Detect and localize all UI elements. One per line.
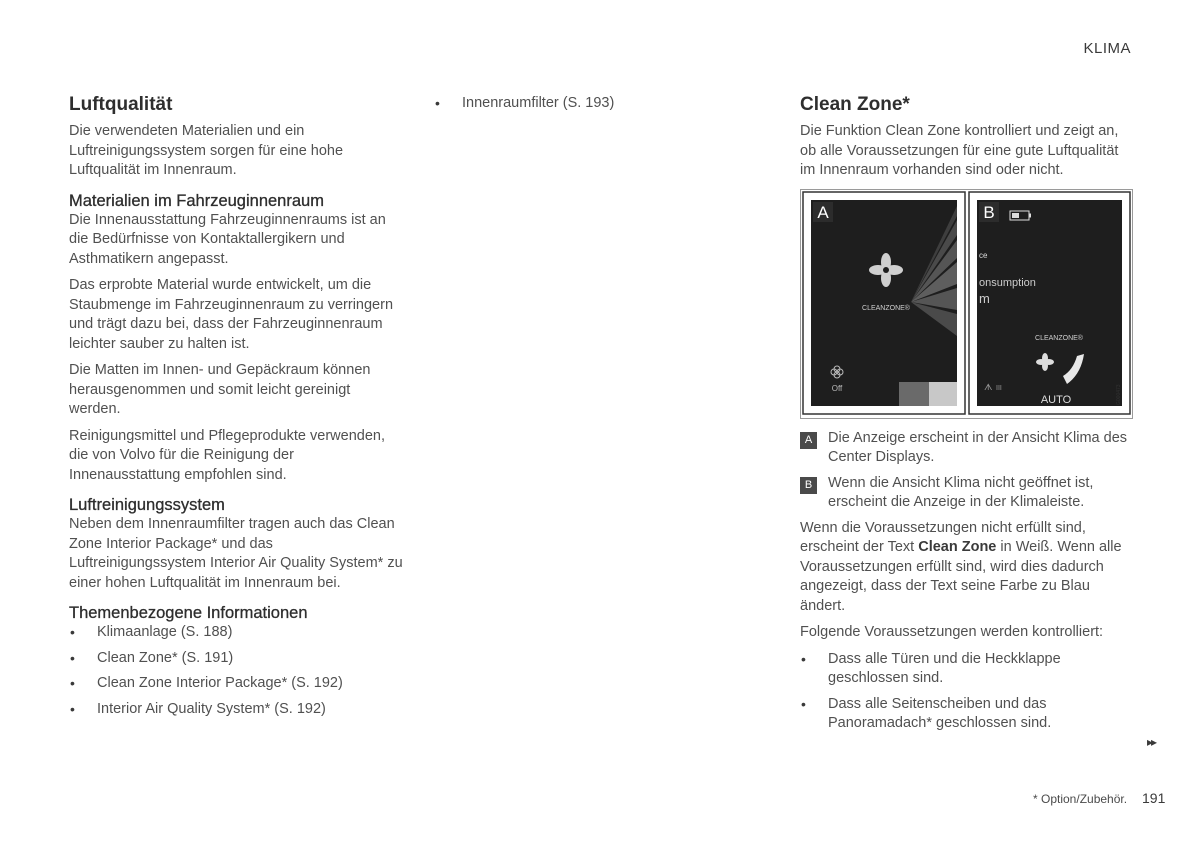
- paragraph: Neben dem Innenraumfilter tragen auch das Clean Zone Interior Package* und das Luftreinigungssystem Interior Air Quality System* zu einer hohen Luftqualität im Innenraum bei.: [69, 516, 403, 591]
- image-code: G000473: [1116, 383, 1122, 405]
- legend-item-b: B Wenn die Ansicht Klima nicht geöffnet ist, erscheint die Anzeige in der Klimaleiste.: [800, 474, 1135, 513]
- related-link[interactable]: • Innenraumfilter (S. 193): [435, 95, 615, 111]
- badge-b: B: [800, 477, 817, 494]
- legend-item-a: A Die Anzeige erscheint in der Ansicht Klima des Center Displays.: [800, 429, 1135, 468]
- paragraph: Die Innenausstattung Fahrzeuginnenraums ist an die Bedürfnisse von Kontaktallergikern und Asthmatikern angepasst.: [69, 211, 386, 267]
- paragraph-clean-zone-status: Wenn die Voraussetzungen nicht erfüllt sind, erscheint der Text Clean Zone in Weiß. Wenn alle Voraussetzungen erfüllt sind, wird dies dadurch angezeigt, dass der Text seine Farbe zu Blau ändert.: [800, 519, 1122, 614]
- right-column: [800, 94, 1135, 740]
- recirculation-icon: ᗑ: [984, 381, 993, 392]
- related-links-list: [69, 623, 404, 719]
- display-fragment-m: m: [979, 290, 990, 306]
- condition-item: • Dass alle Seitenscheiben und das Panoramadach* geschlossen sind.: [801, 695, 1052, 731]
- related-link[interactable]: • Interior Air Quality System* (S. 192): [70, 700, 326, 717]
- related-link[interactable]: • Klimaanlage (S. 188): [70, 624, 233, 640]
- fan-level-label: III: [996, 384, 1002, 392]
- intro-paragraph: Die verwendeten Materialien und ein Luftreinigungssystem sorgen für eine hohe Luftqualität im Innenraum.: [69, 123, 344, 178]
- subheading-materialien: Materialien im Fahrzeuginnenraum: [69, 191, 324, 210]
- section-title-luftqualitaet: Luftqualität: [69, 94, 173, 115]
- conditions-list: [800, 650, 1135, 734]
- clean-zone-emphasis: Clean Zone: [918, 539, 997, 555]
- related-links-list-continued: [434, 94, 764, 114]
- left-column: [69, 94, 404, 725]
- footnote: * Option/Zubehör.: [1033, 792, 1128, 806]
- related-link[interactable]: • Clean Zone Interior Package* (S. 192): [70, 675, 343, 691]
- cleanzone-label: CLEANZONE®: [862, 304, 910, 312]
- condition-item: • Dass alle Türen und die Heckklappe geschlossen sind.: [801, 650, 1061, 686]
- section-title-clean-zone: Clean Zone*: [800, 94, 910, 115]
- paragraph: Reinigungsmittel und Pflegeprodukte verwenden, die von Volvo für die Reinigung der Innenausstattung empfohlen sind.: [69, 427, 385, 483]
- clean-zone-figure: [800, 189, 1133, 419]
- page-number: 191: [1142, 790, 1166, 806]
- fan-off-label: Off: [831, 383, 843, 393]
- clean-zone-illustration: [801, 190, 1132, 418]
- display-fragment-consumption: onsumption: [979, 276, 1036, 289]
- related-link[interactable]: • Clean Zone* (S. 191): [70, 649, 234, 666]
- cleanzone-label: CLEANZONE®: [1035, 334, 1083, 342]
- continue-arrows-icon: ▸▸: [1147, 735, 1156, 749]
- auto-label: AUTO: [1040, 393, 1072, 406]
- subheading-luftreinigungssystem: Luftreinigungssystem: [69, 496, 225, 514]
- intro-paragraph: Die Funktion Clean Zone kontrolliert und zeigt an, ob alle Voraussetzungen für eine gute Luftqualität im Innenraum vorhanden sind oder nicht.: [800, 123, 1119, 178]
- paragraph-conditions-intro: Folgende Voraussetzungen werden kontrolliert:: [800, 624, 1104, 640]
- svg-text:A: A: [817, 202, 829, 222]
- svg-text:B: B: [983, 202, 995, 222]
- panel-a-label: [813, 202, 833, 222]
- panel-b-label: [979, 202, 999, 222]
- paragraph: Das erprobte Material wurde entwickelt, um die Staubmenge im Fahrzeuginnenraum zu verringern und trägt dazu bei, dass der Fahrzeuginnenraum leichter sauber zu halten ist.: [69, 277, 394, 352]
- subheading-themenbezogene-informationen: Themenbezogene Informationen: [69, 604, 308, 622]
- display-fragment-ce: ce: [979, 250, 988, 260]
- badge-a: A: [800, 432, 817, 449]
- chapter-title: KLIMA: [1083, 40, 1131, 57]
- paragraph: Die Matten im Innen- und Gepäckraum können herausgenommen und somit leicht gereinigt werden.: [69, 362, 371, 417]
- middle-column: [434, 94, 764, 120]
